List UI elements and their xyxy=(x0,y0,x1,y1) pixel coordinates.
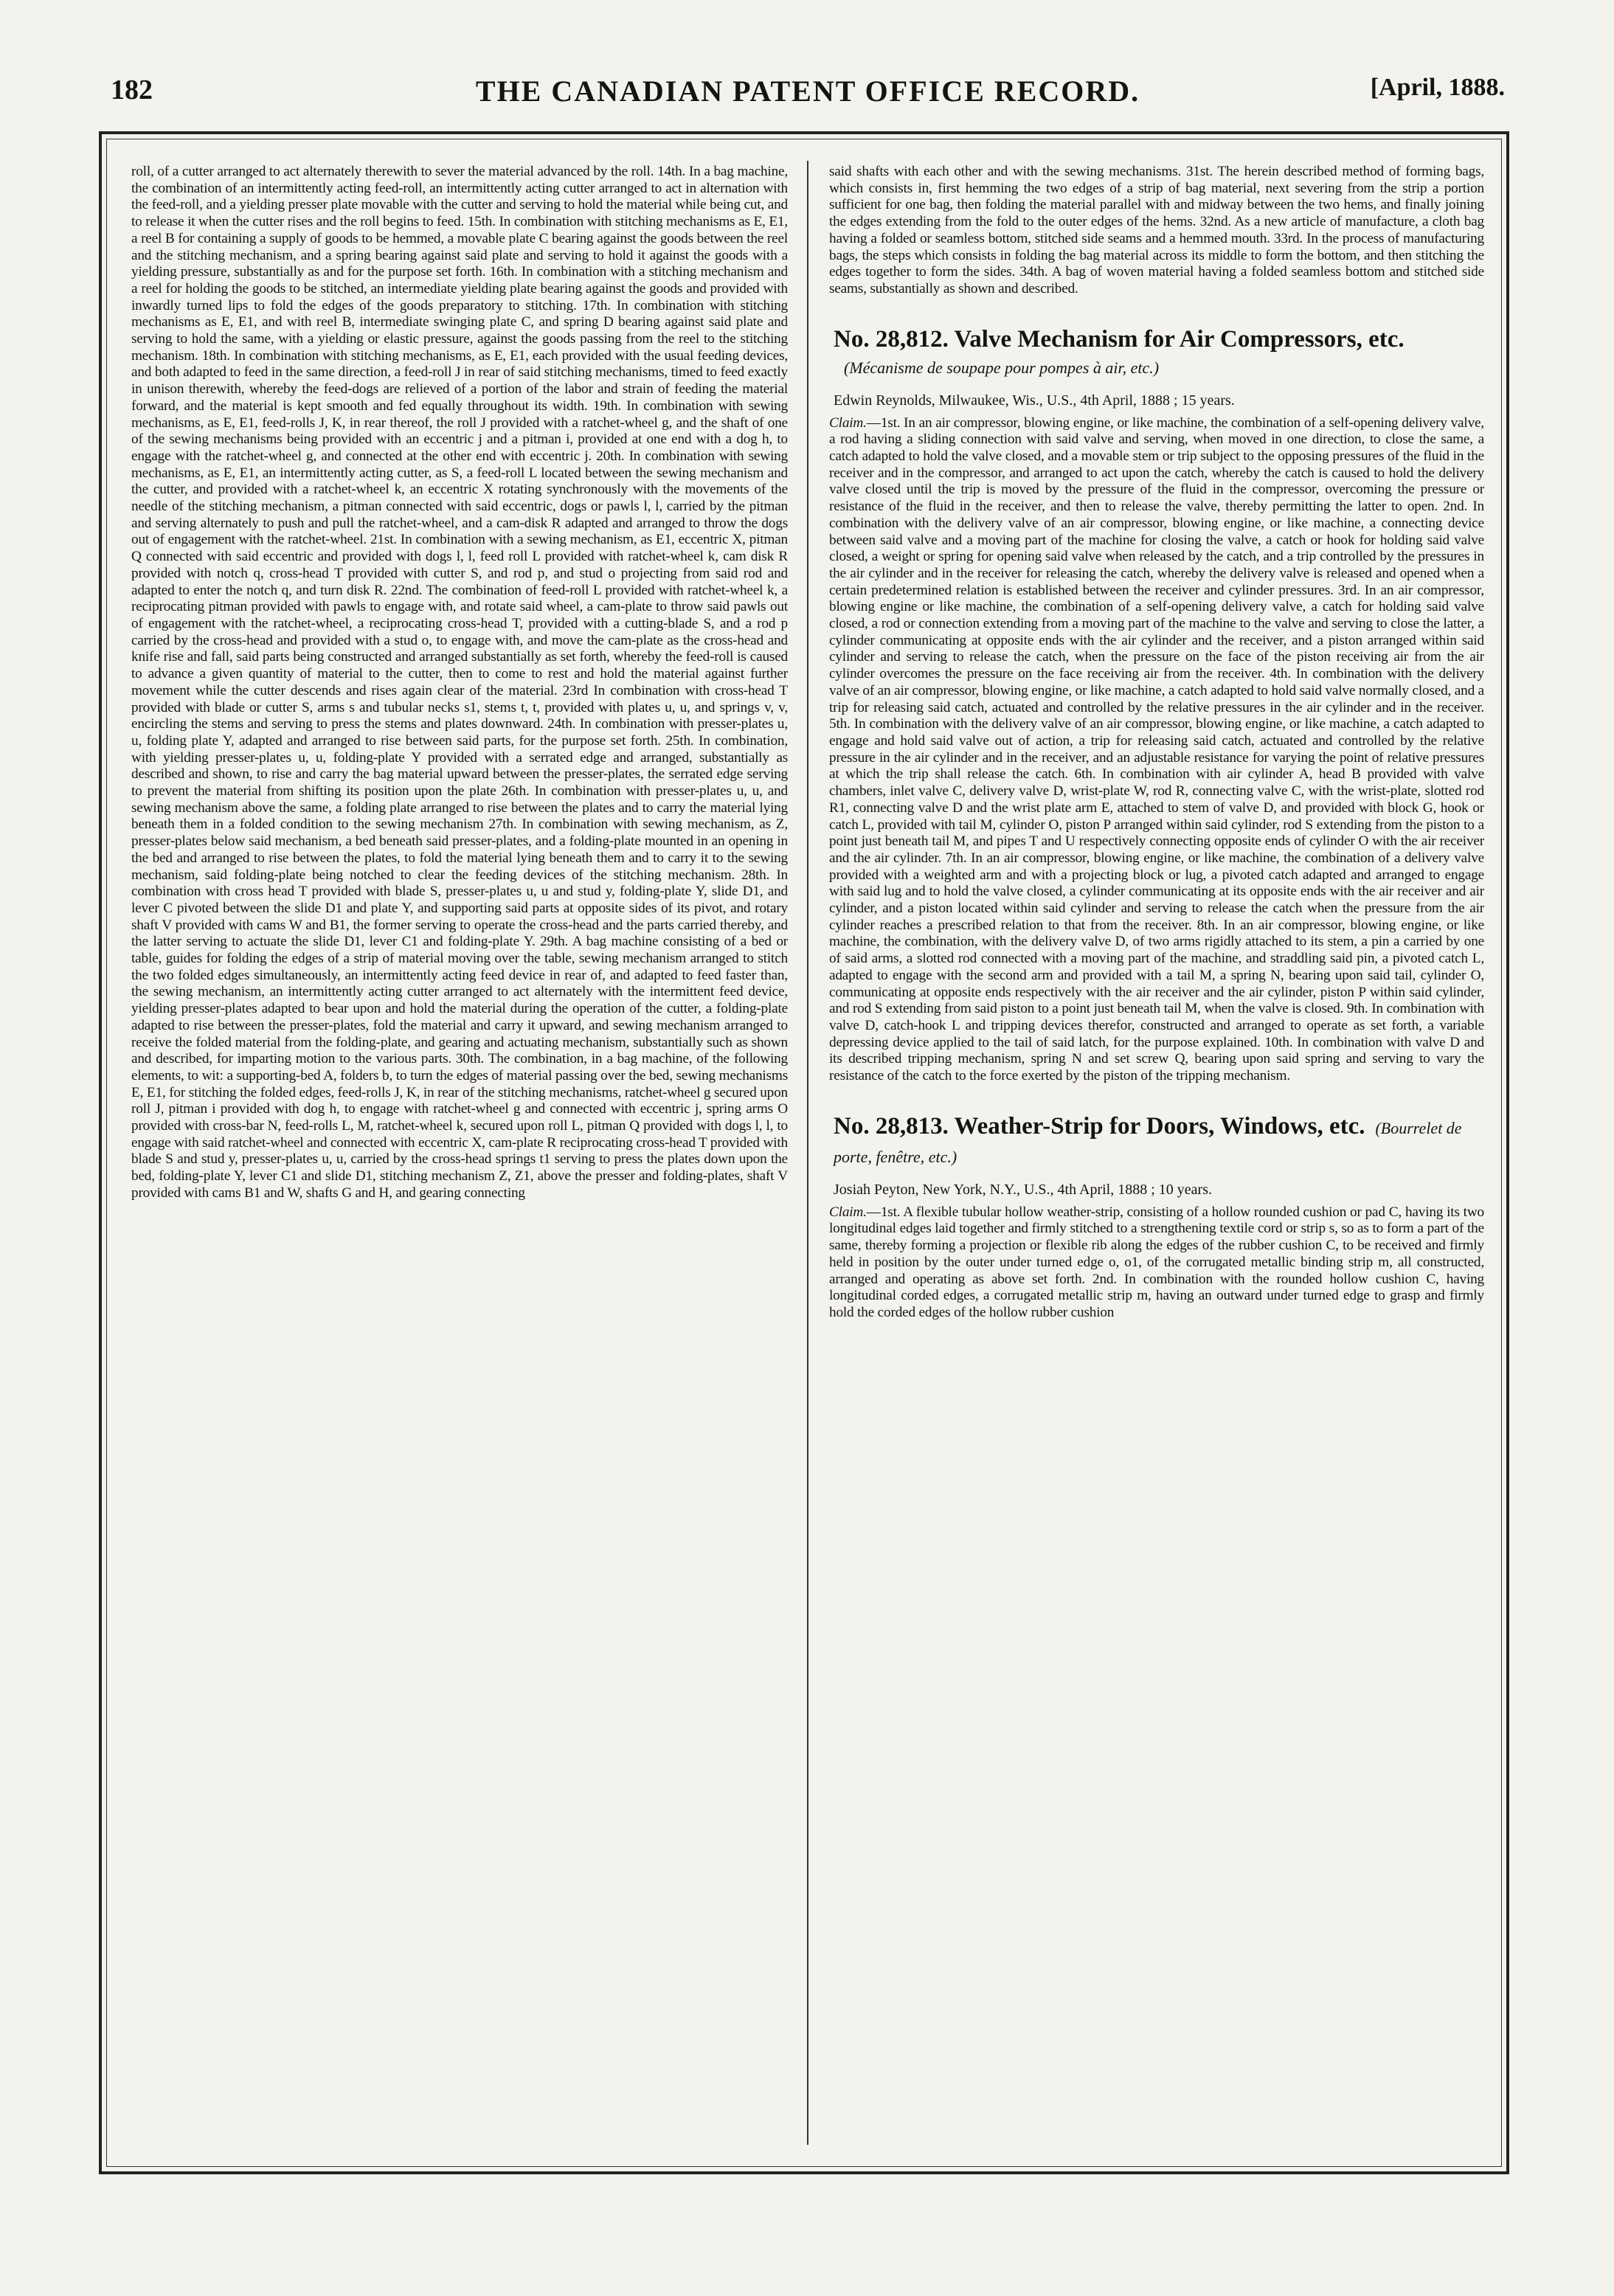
patent-inventor: Josiah Peyton, New York, N.Y., U.S., 4th April, 1888 ; 10 years. xyxy=(834,1181,1212,1198)
patent-claims xyxy=(829,1204,1484,1322)
patent-heading xyxy=(829,326,1484,381)
continued-claims-text: said shafts with each other and with the sewing mechanisms. 31st. The herein described method of forming bags, which consists in, first hemming the two edges of a strip of bag material, next severing from the strip a portion sufficient for one bag, then folding the material parallel with and midway between the two hems, and finally joining the edges extending from the fold to the outer edges of the hems. 32nd. As a new article of manufacture, a cloth bag having a folded or seamless bottom, stitched side seams and a hemmed mouth. 33rd. In the process of manufacturing bags, the steps which consists in folding the bag material across its middle to form the bottom, and then stitching the edges together to form the sides. 34th. A bag of woven material having a folded seamless bottom and stitched side seams, substantially as shown and described. xyxy=(829,164,1484,296)
patent-inventor: Edwin Reynolds, Milwaukee, Wis., U.S., 4th April, 1888 ; 15 years. xyxy=(834,392,1235,409)
issue-date: [April, 1888. xyxy=(1370,74,1505,101)
left-column-text: roll, of a cutter arranged to act alternately therewith to sever the material advanced by the roll. 14th. In a bag machine, the combination of an intermittently acting feed-roll, an intermittently acting cutter arranged to act in alternation with the feed-roll, and a yielding presser plate movable with the cutter and serving to hold the material while being cut, and to release it when the cutter rises and the roll begins to feed. 15th. In combination with stitching mechanisms as E, E1, a reel B for containing a supply of goods to be hemmed, a movable plate C bearing against the goods between the reel and the stitching mechanism, and a spring bearing against said plate and serving to hold it against the goods with a yielding pressure, substantially as and for the purpose set forth. 16th. In combination with a stitching mechanism and a reel for holding the goods to be stitched, an intermediate yielding plate bearing against the goods and provided with inwardly turned lips to fold the edges of the goods preparatory to stitching. 17th. In combination with stitching mechanisms as E, E1, and with reel B, intermediate swinging plate C, and spring D bearing against said plate and serving to hold the same, with a yielding or elastic pressure, against the goods passing from the reel to the stitching mechanism. 18th. In combination with stitching mechanisms, as E, E1, each provided with the usual feeding devices, and both adapted to feed in the same direction, a feed-roll J in rear of said stitching mechanisms, timed to feed exactly in unison therewith, whereby the feed-dogs are relieved of a portion of the labor and strain of feeding the material forward, and the material is kept smooth and fed equally throughout its width. 19th. In combination with sewing mechanisms, as E, E1, feed-rolls J, K, in rear thereof, the roll J provided with a ratchet-wheel g, and the shaft of one of the sewing mechanisms being provided with an eccentric j and a pitman i, provided at one end with a dog h, to engage with the ratchet-wheel g, and connected at the other end with eccentric j. 20th. In combination with sewing mechanisms, as E, E1, an intermittently acting cutter, as S, a feed-roll L located between the sewing mechanism and the cutter, and provided with a ratchet-wheel k, an eccentric X rotating synchronously with the movements of the needle of the stitching mechanism, a pitman connected with said eccentric, dogs or pawls l, l, carried by the pitman and serving alternately to push and pull the ratchet-wheel, and a cam-disk R adapted and arranged to throw the dogs out of engagement with the ratchet-wheel. 21st. In combination with a sewing mechanism, as E1, eccentric X, pitman Q connected with said eccentric and provided with dogs l, l, feed roll L provided with ratchet-wheel k, cam disk R provided with notch q, cross-head T provided with cutter S, and rod p, and stud o projecting from said rod and adapted to enter the notch q, and turn disk R. 22nd. The combination of feed-roll L provided with ratchet-wheel k, a reciprocating pitman provided with pawls to engage with, and rotate said wheel, a cam-plate to throw said pawls out of engagement with the ratchet-wheel, a reciprocating cross-head T, provided with a cutting-blade S, and a rod p carried by the cross-head and provided with a stud o, to engage with, and move the cam-plate as the cross-head and knife rise and fall, said parts being constructed and arranged substantially as set forth, whereby the feed-roll is caused to advance a given quantity of material to the cutter, then to come to rest and hold the material against further movement while the cutter descends and rises again clear of the material. 23rd In combination with cross-head T provided with blade or cutter S, arms s and tubular necks s1, stems t, t, provided with plates u, u, and springs v, v, encircling the stems and serving to press the stems and plates downward. 24th. In combination with presser-plates u, u, folding plate Y, adapted and arranged to rise between said parts, for the purpose set forth. 25th. In combination, with yielding presser-plates u, u, folding-plate Y provided with a serrated edge and arranged, substantially as described and shown, to rise and carry the bag material upward between the presser-plates, the serrated edge serving to prevent the material from shifting its position upon the plate 26th. In combination with presser-plates u, u, and sewing mechanism above the same, a folding plate arranged to rise between the plates and to carry the material lying beneath them in a folded condition to the sewing mechanism 27th. In combination with sewing mechanism, as Z, presser-plates below said mechanism, a bed beneath said presser-plates, and a folding-plate mounted in an opening in the bed and arranged to rise between the plates, to fold the material lying beneath them and to carry it to the sewing mechanism, said folding-plate being notched to clear the feeding devices of the stitching mechanism. 28th. In combination with cross head T provided with blade S, presser-plates u, u and stud y, folding-plate Y, slide D1, and lever C pivoted between the slide D1 and plate Y, and supporting said parts at opposite sides of its pivot, and rotary shaft V provided with cams W and B1, the former serving to operate the cross-head and the parts carried thereby, and the latter serving to actuate the slide D1, lever C1 and folding-plate Y. 29th. A bag machine consisting of a bed or table, guides for folding the edges of a strip of material moving over the table, sewing mechanism arranged to stitch the two folded edges simultaneously, an intermittently acting feed device in rear of, and adapted to feed faster than, the sewing mechanism, an intermittently acting cutter arranged to act alternately with the intermittent feed device, yielding presser-plates adapted to bear upon and hold the material during the operation of the cutter, a folding-plate adapted to rise between the presser-plates, fold the material and carry it upward, and sewing mechanism arranged to receive the folded material from the folding-plate, and gearing and actuating mechanism, substantially such as shown and described, for imparting motion to the various parts. 30th. The combination, in a bag machine, of the following elements, to wit: a supporting-bed A, folders b, to turn the edges of material passing over the bed, sewing mechanisms E, E1, for stitching the folded edges, feed-rolls J, K, in rear of the stitching mechanisms, ratchet-wheel g secured upon roll J, pitman i provided with dog h, to engage with ratchet-wheel g and connected with eccentric j, spring arms O provided with cross-bar N, feed-rolls L, M, ratchet-wheel k, secured upon roll L, pitman Q provided with dogs l, l, to engage with said ratchet-wheel and connected with eccentric X, cam-plate R reciprocating cross-head T provided with blade S and stud y, presser-plates u, u, carried by the cross-head springs t1 serving to press the plates down upon the bed, folding-plate Y, lever C1 and slide D1, stitching mechanism Z, Z1, above the presser and folding-plates, shaft V provided with cams B1 and W, shafts G and H, and gearing connecting xyxy=(131,164,788,1201)
patent-french-title: (Bourrelet de porte, fenêtre, etc.) xyxy=(834,1118,1462,1166)
right-column xyxy=(829,164,1484,2148)
claim-text: —1st. A flexible tubular hollow weather-strip, consisting of a hollow rounded cushion or pad C, having its two longitudinal edges laid together and firmly stitched to a strengthening textile cord or strip s, so as to form a part of the same, thereby forming a projection or flexible rib along the edges of the rubber cushion C, to be received and firmly held in position by the outer under turned edge o, o1, of the corrugated metallic binding strip m, all constructed, arranged and operating as above set forth. 2nd. In combination with the rounded hollow cushion C, having longitudinal corded edges, a corrugated metallic strip m, having an outward under turned edge to grasp and firmly hold the corded edges of the hollow rubber cushion xyxy=(829,1204,1484,1320)
page-number: 182 xyxy=(111,74,153,105)
claim-text: —1st. In an air compressor, blowing engine, or like machine, the combination of a self-opening delivery valve, a rod having a sliding connection with said valve and serving, when moved in one direction, to close the same, a catch adapted to hold the valve closed, and a movable stem or trip subject to the opposing pressures of the fluid in the receiver and in the compressor, and arranged to act upon the catch, whereby the catch is caused to hold the delivery valve closed until the trip is moved by the pressure of the fluid in the compressor, overcoming the pressure or resistance of the fluid in the receiver, and then to release the valve, thereby permitting the latter to open. 2nd. In combination with the delivery valve of an air compressor, blowing engine, or like machine, a connecting device between said valve and a moving part of the machine for closing the valve, a catch or hook for holding said valve closed, a weight or spring for opening said valve when released by the catch, and a trip controlled by the pressures in the air cylinder and in the receiver for releasing the catch, whereby the delivery valve is released and opened when a certain predetermined relation is established between the receiver and cylinder pressures. 3rd. In an air compressor, blowing engine or like machine, the combination of a self-opening delivery valve, a catch for holding said valve closed, a rod or connection extending from a moving part of the machine to the valve and serving to close the latter, a cylinder communicating at opposite ends with the air cylinder and the receiver, and a piston arranged within said cylinder and serving to release the catch, when the pressure on the face of the piston receiving air from the air cylinder overcomes the pressure on the face receiving air from the receiver. 4th. In combination with the delivery valve of an air compressor, blowing engine, or like machine, a catch adapted to hold said valve normally closed, and a trip for releasing said catch, actuated and controlled by the relative pressures in the air cylinder and in the receiver. 5th. In combination with the delivery valve of an air compressor, blowing engine, or like machine, a catch adapted to engage and hold said valve out of action, a trip for releasing said catch, actuated and controlled by the relative pressure in the air cylinder and in the receiver, and an adjustable resistance for varying the point of relative pressures at which the trip shall release the catch. 6th. In combination with air cylinder A, head B provided with valve chambers, inlet valve C, delivery valve D, wrist-plate W, rod R, connecting valve C, with the wrist-plate, slotted rod R1, connecting valve D and the wrist plate arm E, attached to stem of valve D, and provided with block G, hook or catch L, provided with tail M, cylinder O, piston P arranged within said cylinder, rod S extending from the piston to a point just beneath tail M, and pipes T and U respectively connecting opposite ends of cylinder O with the air receiver and the air cylinder. 7th. In an air compressor, blowing engine, or like machine, the combination of a delivery valve provided with a weighted arm and with a projecting block or lug, a pivoted catch adapted and arranged to engage with said lug and to hold the valve closed, a cylinder communicating at its opposite ends with the air receiver and air cylinder, and a piston located within said cylinder and serving to release the catch when the pressure from the air cylinder reaches a prescribed relation to that from the receiver. 8th. In an air compressor, blowing engine, or like machine, the combination, with the delivery valve D, of two arms rigidly attached to its stem, a pin a carried by one of said arms, a slotted rod connected with a moving part of the machine, and straddling said pin, a pivoted catch L, adapted to engage with the second arm and provided with a tail M, a spring N, bearing upon said tail, cylinder O, communicating at opposite ends respectively with the air receiver and the air cylinder, piston P within said cylinder, and rod S extending from said piston to a point just beneath tail M, when the valve is closed. 9th. In combination with valve D, catch-hook L and tripping devices therefor, constructed and arranged to operate as set forth, a variable depressing device applied to the tail of said latch, for the purpose explained. 10th. In combination with valve D and its described tripping mechanism, spring N and set screw Q, bearing upon said spring and serving to vary the resistance of the catch to the force exerted by the piston of the tripping mechanism. xyxy=(829,415,1484,1084)
patent-title: No. 28,812. Valve Mechanism for Air Compressors, etc. xyxy=(834,325,1405,353)
page-header xyxy=(111,74,1505,118)
patent-title: No. 28,813. Weather-Strip for Doors, Windows, etc. xyxy=(834,1112,1365,1140)
patent-french-title: (Mécanisme de soupape pour pompes à air, etc.) xyxy=(844,358,1160,377)
publication-title: THE CANADIAN PATENT OFFICE RECORD. xyxy=(475,74,1140,108)
claim-label: Claim. xyxy=(829,415,867,431)
column-divider xyxy=(807,161,808,2145)
patent-heading xyxy=(829,1113,1484,1170)
claim-label: Claim. xyxy=(829,1204,867,1220)
patent-entry-28812 xyxy=(829,326,1484,1085)
left-column xyxy=(131,164,788,2148)
patent-claims xyxy=(829,415,1484,1085)
patent-entry-28813 xyxy=(829,1113,1484,1322)
